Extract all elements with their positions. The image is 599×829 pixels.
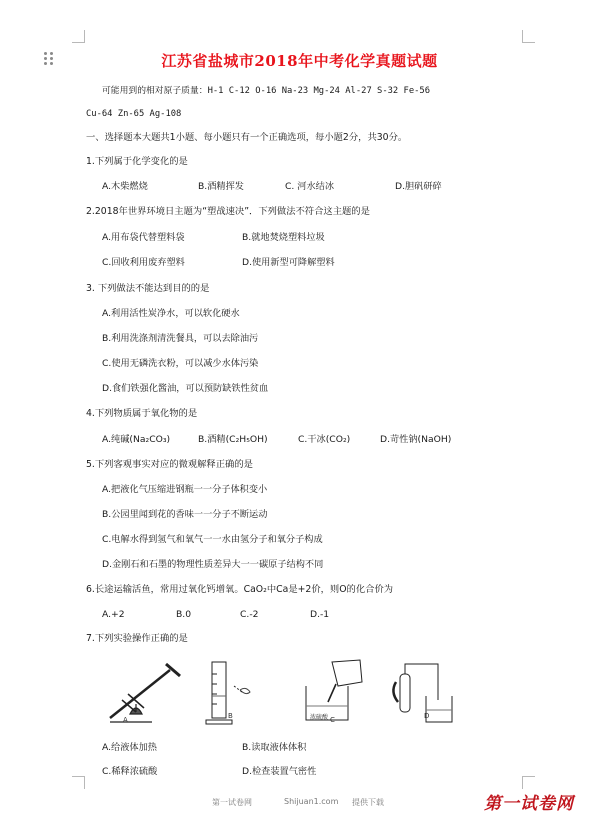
figure-label-b: B: [228, 712, 233, 720]
question-4-option-d: D.苛性钠(NaOH): [380, 434, 452, 445]
figure-d-airtight: [393, 664, 452, 722]
question-1-option-a: A.木柴燃烧: [102, 181, 148, 192]
question-7-option-c: C.稀释浓硫酸: [102, 766, 158, 777]
question-2-option-c: C.回收利用废弃塑料: [102, 257, 185, 268]
crop-mark-bottom-left: [72, 776, 85, 789]
question-7-option-d: D.检查装置气密性: [242, 766, 317, 777]
question-3-option-b: B.利用洗涤剂清洗餐具，可以去除油污: [102, 333, 259, 344]
document-title: 江苏省盐城市2018年中考化学真题试题: [161, 52, 438, 70]
figure-label-a: A: [123, 716, 128, 724]
figure-a-heating: [110, 664, 180, 722]
question-5-option-d: D.金刚石和石墨的物理性质差异大一一碳原子结构不同: [102, 559, 324, 570]
crop-mark-top-right: [522, 30, 535, 43]
question-6-option-c: C.-2: [240, 609, 259, 620]
question-4-option-a: A.纯碱(Na₂CO₃): [102, 434, 171, 445]
figure-c-dilution: [306, 660, 362, 720]
question-1-option-b: B.酒精挥发: [198, 181, 244, 192]
question-2-option-a: A.用布袋代替塑料袋: [102, 232, 185, 243]
question-6-option-a: A.+2: [102, 609, 125, 620]
crop-mark-top-left: [72, 30, 85, 43]
question-7-stem: 7.下列实验操作正确的是: [86, 633, 188, 644]
question-3-option-c: C.使用无磷洗衣粉，可以减少水体污染: [102, 358, 259, 369]
question-1-option-d: D.胆矾研碎: [395, 181, 442, 192]
footer-left: 第一试卷网: [212, 798, 252, 807]
question-4-option-b: B.酒精(C₂H₅OH): [198, 434, 268, 445]
brand-watermark: 第一试卷网: [484, 794, 574, 814]
question-7-option-a: A.给液体加热: [102, 742, 157, 753]
question-5-stem: 5.下列客观事实对应的微观解释正确的是: [86, 459, 253, 470]
question-1-stem: 1.下列属于化学变化的是: [86, 156, 188, 167]
question-1-option-c: C. 河水结冰: [285, 181, 335, 192]
question-2-option-d: D.使用新型可降解塑料: [242, 257, 335, 268]
atomic-masses-line-2: Cu-64 Zn-65 Ag-108: [86, 109, 182, 119]
question-5-option-b: B.公园里闻到花的香味一一分子不断运动: [102, 509, 268, 520]
question-5-option-a: A.把液化气压缩进钢瓶一一分子体积变小: [102, 484, 268, 495]
experiment-figure: [100, 656, 480, 728]
atomic-masses-line-1: 可能用到的相对原子质量：H-1 C-12 O-16 Na-23 Mg-24 Al-27 S-32 Fe-56: [102, 86, 431, 96]
figure-label-beaker: 浓硫酸: [310, 714, 329, 721]
question-4-option-c: C.干冰(CO₂): [298, 434, 351, 445]
figure-label-c: C: [330, 716, 335, 724]
footer-mid: Shijuan1.com: [284, 797, 339, 806]
question-7-option-b: B.读取液体体积: [242, 742, 307, 753]
footer-right: 提供下载: [352, 798, 384, 807]
question-3-stem: 3. 下列做法不能达到目的的是: [86, 283, 210, 294]
question-3-option-d: D.食们铁强化酱油，可以预防缺铁性贫血: [102, 383, 269, 394]
question-6-stem: 6.长途运输活鱼，常用过氧化钙增氧。CaO₂中Ca是+2价，则O的化合价为: [86, 584, 394, 595]
section-heading: 一、选择题本大题共1小题、每小题只有一个正确选项，每小题2分，共30分。: [86, 132, 408, 143]
question-2-stem: 2.2018年世界环境日主题为“塑战速决”．下列做法不符合这主题的是: [86, 206, 370, 217]
question-6-option-d: D.-1: [310, 609, 330, 620]
figure-label-d: D: [424, 712, 430, 720]
question-5-option-c: C.电解水得到氢气和氧气一一水由氢分子和氧分子构成: [102, 534, 323, 545]
question-6-option-b: B.0: [176, 609, 192, 620]
question-3-option-a: A.利用活性炭净水，可以软化硬水: [102, 308, 240, 319]
question-4-stem: 4.下列物质属于氧化物的是: [86, 408, 198, 419]
crop-mark-bottom-right: [522, 776, 535, 789]
question-2-option-b: B.就地焚烧塑料垃圾: [242, 232, 325, 243]
